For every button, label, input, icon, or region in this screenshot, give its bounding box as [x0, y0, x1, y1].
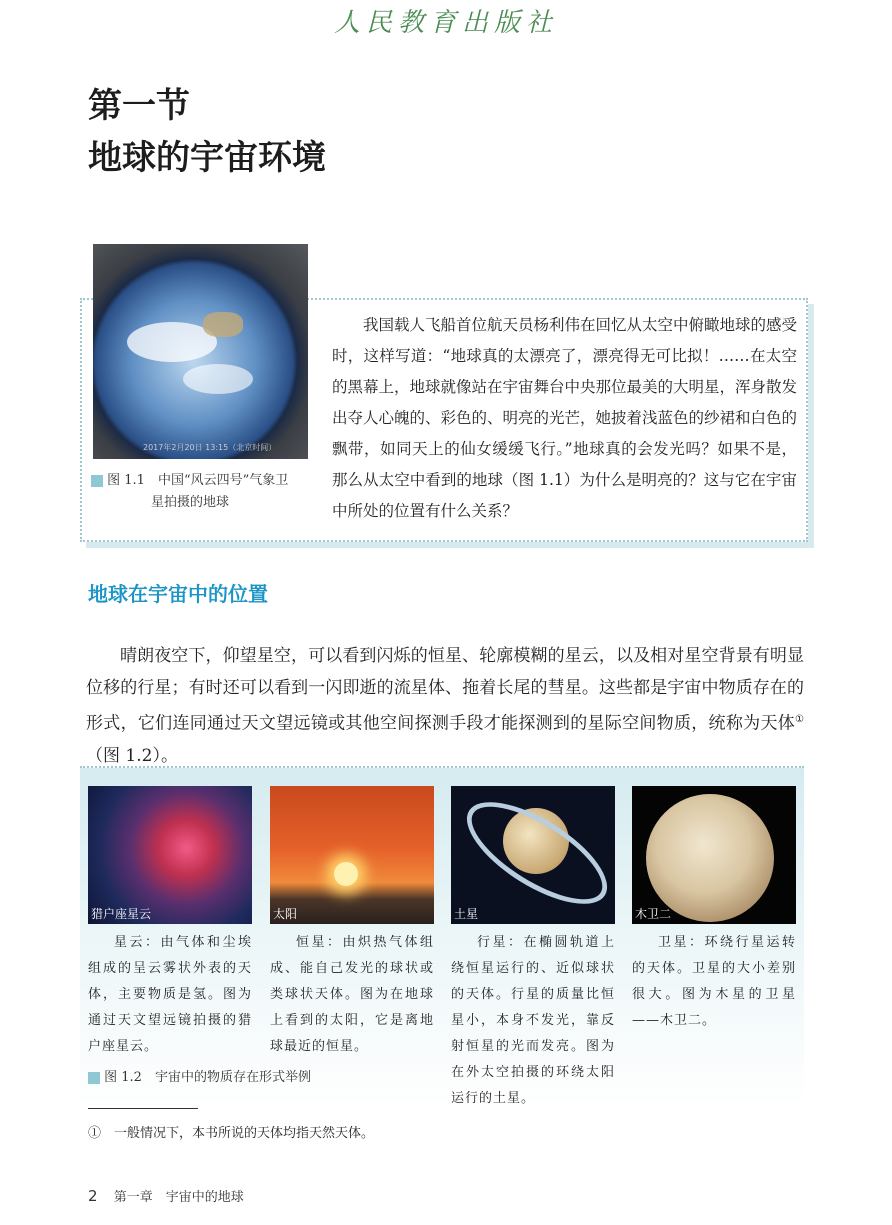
body-paragraph: 晴朗夜空下，仰望星空，可以看到闪烁的恒星、轮廓模糊的星云，以及相对星空背景有明显位移的行星；有时还可以看到一闪即逝的流星体、拖着长尾的彗星。这些都是宇宙中物质存在的形式，它们连同通过天文望远镜或其他空间探测手段才能探测到的星际空间物质，统称为天体①（图 1.2）。 [86, 646, 804, 766]
page-number: 2 [88, 1187, 98, 1205]
europa-shape [646, 794, 774, 922]
subsection-heading: 地球在宇宙中的位置 [88, 582, 268, 606]
caption-marker-icon [91, 475, 103, 487]
photo-timestamp: 2017年2月20日 13:15（北京时间） [143, 443, 277, 452]
figure-1-2-caption: 图 1.2 宇宙中的物质存在形式举例 [88, 1066, 311, 1085]
europa-photo [632, 786, 796, 924]
cloud-shape [183, 364, 253, 394]
caption-marker-icon [88, 1072, 100, 1084]
section-number: 第一节 [88, 86, 190, 126]
figure-1-1-caption: 图 1.1 中国“风云四号”气象卫 星拍摄的地球 [91, 470, 311, 514]
satellite-description: 卫星：环绕行星运转的天体。卫星的大小差别很大。图为木星的卫星——木卫二。 [632, 935, 796, 1028]
sun-photo [270, 786, 434, 924]
nebula-description: 星云：由气体和尘埃组成的呈云雾状外表的天体，主要物质是氢。图为通过天文望远镜拍摄的猎户座星云。 [88, 935, 252, 1054]
chapter-label: 第一章 宇宙中的地球 [113, 1190, 244, 1205]
star-description: 恒星：由炽热气体组成、能自己发光的球状或类球状天体。图为在地球上看到的太阳，它是离地球最近的恒星。 [270, 935, 434, 1054]
sun-shape [334, 862, 358, 886]
footnote-divider [88, 1108, 198, 1109]
footnote-marker[interactable]: ① [795, 714, 804, 725]
nebula-photo [88, 786, 252, 924]
photo-label: 太阳 [273, 907, 298, 921]
photo-label: 猎户座星云 [91, 907, 152, 921]
page-footer [88, 1186, 244, 1205]
saturn-photo [451, 786, 615, 924]
land-shape [203, 312, 243, 337]
section-title: 地球的宇宙环境 [88, 138, 326, 178]
saturn-ring-shape [452, 786, 615, 923]
intro-text: 我国载人飞船首位航天员杨利伟在回忆从太空中俯瞰地球的感受时，这样写道：“地球真的太漂亮了，漂亮得无可比拟！……在太空的黑幕上，地球就像站在宇宙舞台中央那位最美的大明星，浑身散发出夺人心魄的、彩色的、明亮的光芒，她披着浅蓝色的纱裙和白色的飘带，如同天上的仙女缓缓飞行。”地球真的会发光吗？如果不是，那么从太空中看到的地球（图 1.1）为什么是明亮的？这与它在宇宙中所处的位置有什么关系？ [332, 316, 798, 520]
footnote: ① 一般情况下，本书所说的天体均指天然天体。 [88, 1126, 375, 1141]
publisher-logo: 人民教育出版社 [333, 8, 558, 38]
section-title-block [88, 80, 326, 184]
photo-label: 土星 [454, 907, 479, 921]
planet-description: 行星：在椭圆轨道上绕恒星运行的、近似球状的天体。行星的质量比恒星小，本身不发光，靠反射恒星的光而发亮。图为在外太空拍摄的环绕太阳运行的土星。 [451, 935, 615, 1106]
photo-label: 木卫二 [635, 907, 672, 921]
earth-photo [93, 244, 308, 459]
